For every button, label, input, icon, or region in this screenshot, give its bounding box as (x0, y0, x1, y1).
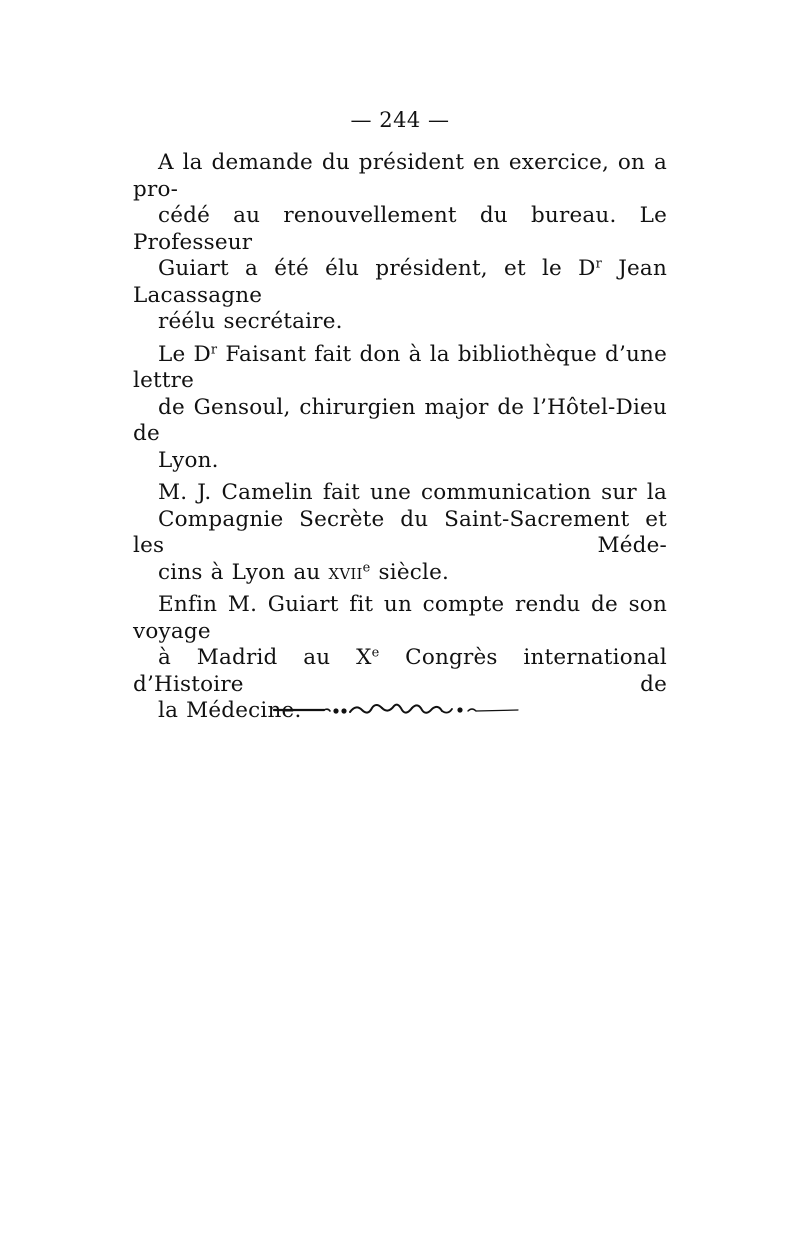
paragraph-camelin-communication (133, 480, 667, 586)
decorative-divider-icon (272, 698, 520, 722)
roman-numeral: xvii (328, 559, 363, 585)
text-line: M. J. Camelin fait une communication sur la (158, 480, 667, 505)
page-number: — 244 — (350, 108, 450, 132)
text-line (133, 560, 667, 587)
text-line: la Médecine. (158, 698, 302, 723)
text-fragment: à Madrid au X (158, 645, 372, 670)
text-line (133, 645, 667, 698)
text-fragment: Jean Lacassagne (133, 256, 667, 308)
text-fragment: siècle. (370, 559, 450, 585)
text-fragment: Guiart a été élu président, et le D (158, 256, 596, 281)
text-fragment: Congrès international d’Histoire de (133, 645, 668, 697)
text-line (133, 342, 667, 395)
body-text (133, 150, 667, 731)
text-line: de Gensoul, chirurgien major de l’Hôtel-Dieu de (133, 394, 667, 446)
text-line: Enfin M. Guiart fit un compte rendu de son voyage (133, 592, 667, 644)
paragraph-library-donation (133, 342, 667, 475)
text-line (133, 256, 667, 309)
text-fragment: Le D (158, 341, 211, 367)
text-line: Compagnie Secrète du Saint-Sacrement et les Méde- (133, 506, 667, 558)
text-fragment: Faisant fait don à la bibliothèque d’une lettre (133, 341, 668, 393)
paragraph-bureau-renewal (133, 150, 667, 336)
text-line: A la demande du président en exercice, on a pro- (133, 150, 667, 202)
superscript: r (210, 341, 218, 357)
superscript: e (362, 559, 371, 575)
superscript: e (371, 645, 380, 661)
text-fragment: cins à Lyon au (158, 559, 329, 585)
text-line: Lyon. (158, 447, 219, 473)
text-line: cédé au renouvellement du bureau. Le Professeur (133, 203, 667, 255)
superscript: r (595, 256, 602, 272)
text-line: réélu secrétaire. (158, 309, 343, 334)
